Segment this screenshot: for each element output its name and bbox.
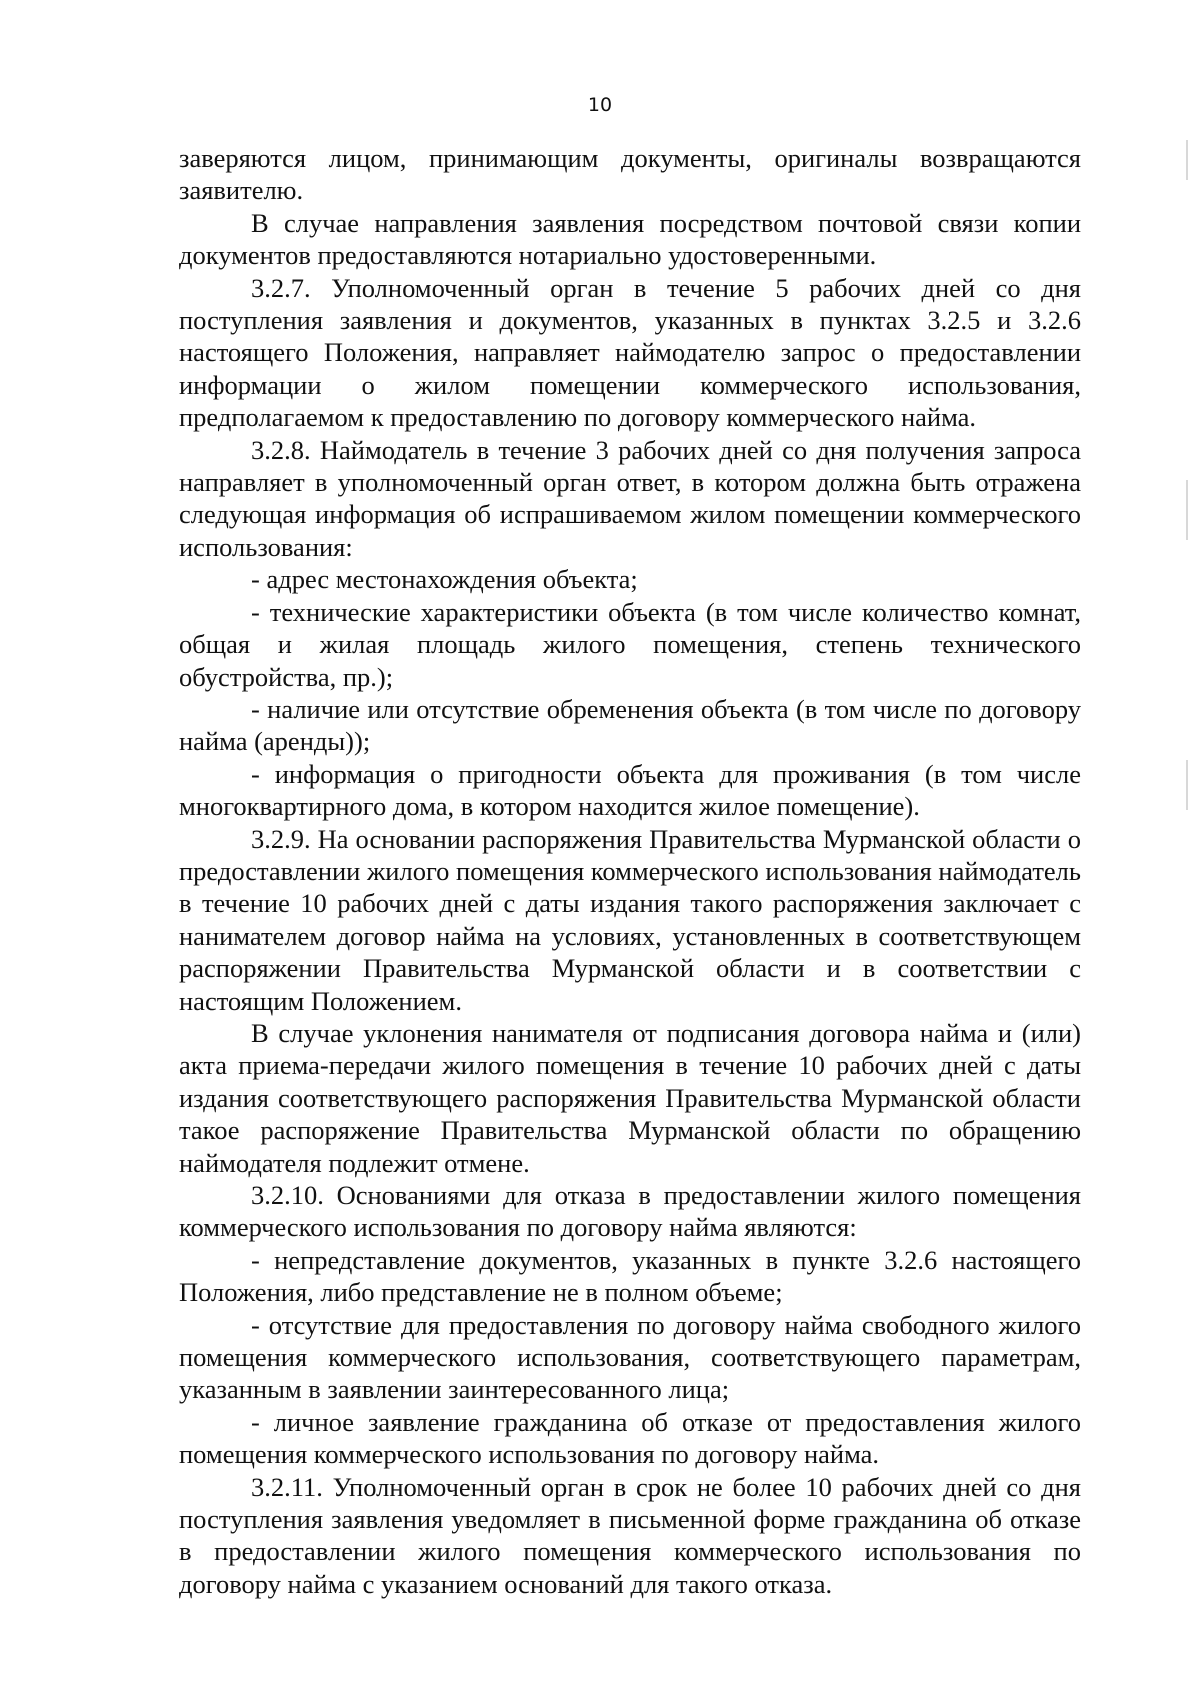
- list-item-personal-refusal: - личное заявление гражданина об отказе от предоставления жилого помещения коммерческого использования по договору найма.: [179, 1406, 1081, 1470]
- paragraph-3-2-7: 3.2.7. Уполномоченный орган в течение 5 рабочих дней со дня поступления заявления и документов, указанных в пунктах 3.2.5 и 3.2.6 настоящего Положения, направляет наймодателю запрос о предоставлении информации о жилом помещении коммерческого использования, предполагаемом к предоставлению по договору коммерческого найма.: [179, 272, 1081, 433]
- page-number: 10: [587, 94, 613, 116]
- paragraph-3-2-10: 3.2.10. Основаниями для отказа в предоставлении жилого помещения коммерческого использования по договору найма являются:: [179, 1180, 1081, 1243]
- list-item-address: - адрес местонахождения объекта;: [251, 564, 638, 595]
- paragraph-3-2-8: 3.2.8. Наймодатель в течение 3 рабочих дней со дня получения запроса направляет в уполномоченный орган ответ, в котором должна быть отражена следующая информация об испрашиваемом жилом помещении коммерческого использования:: [179, 434, 1081, 562]
- paragraph-1: заверяются лицом, принимающим документы, оригиналы возвращаются заявителю.: [179, 143, 1081, 206]
- paragraph-2: В случае направления заявления посредством почтовой связи копии документов предоставляются нотариально удостоверенными.: [179, 207, 1081, 271]
- scan-edge-mark: [1186, 760, 1188, 810]
- paragraph-evasion: В случае уклонения нанимателя от подписания договора найма и (или) акта приема-передачи жилого помещения в течение 10 рабочих дней с даты издания соответствующего распоряжения Правительства Мурманской области такое распоряжение Правительства Мурманской области по обращению наймодателя подлежит отмене.: [179, 1017, 1081, 1178]
- scan-edge-mark: [1186, 480, 1188, 540]
- document-body: [179, 142, 1081, 1600]
- scan-edge-mark: [1186, 140, 1188, 180]
- list-item-technical: - технические характеристики объекта (в том числе количество комнат, общая и жилая площадь жилого помещения, степень технического обустройства, пр.);: [179, 596, 1081, 692]
- paragraph-3-2-11: 3.2.11. Уполномоченный орган в срок не более 10 рабочих дней со дня поступления заявления уведомляет в письменной форме гражданина об отказе в предоставлении жилого помещения коммерческого использования по договору найма с указанием оснований для такого отказа.: [179, 1471, 1081, 1599]
- paragraph-3-2-9: 3.2.9. На основании распоряжения Правительства Мурманской области о предоставлении жилого помещения коммерческого использования наймодатель в течение 10 рабочих дней с даты издания такого распоряжения заключает с нанимателем договор найма на условиях, установленных в соответствующем распоряжении Правительства Мурманской области и в соответствии с настоящим Положением.: [179, 823, 1081, 1016]
- list-item-encumbrance: - наличие или отсутствие обременения объекта (в том числе по договору найма (аренды));: [179, 693, 1081, 757]
- list-item-no-vacancy: - отсутствие для предоставления по договору найма свободного жилого помещения коммерческого использования, соответствующего параметрам, указанным в заявлении заинтересованного лица;: [179, 1309, 1081, 1405]
- list-item-suitability: - информация о пригодности объекта для проживания (в том числе многоквартирного дома, в котором находится жилое помещение).: [179, 758, 1081, 822]
- list-item-non-submission: - непредставление документов, указанных в пункте 3.2.6 настоящего Положения, либо представление не в полном объеме;: [179, 1244, 1081, 1308]
